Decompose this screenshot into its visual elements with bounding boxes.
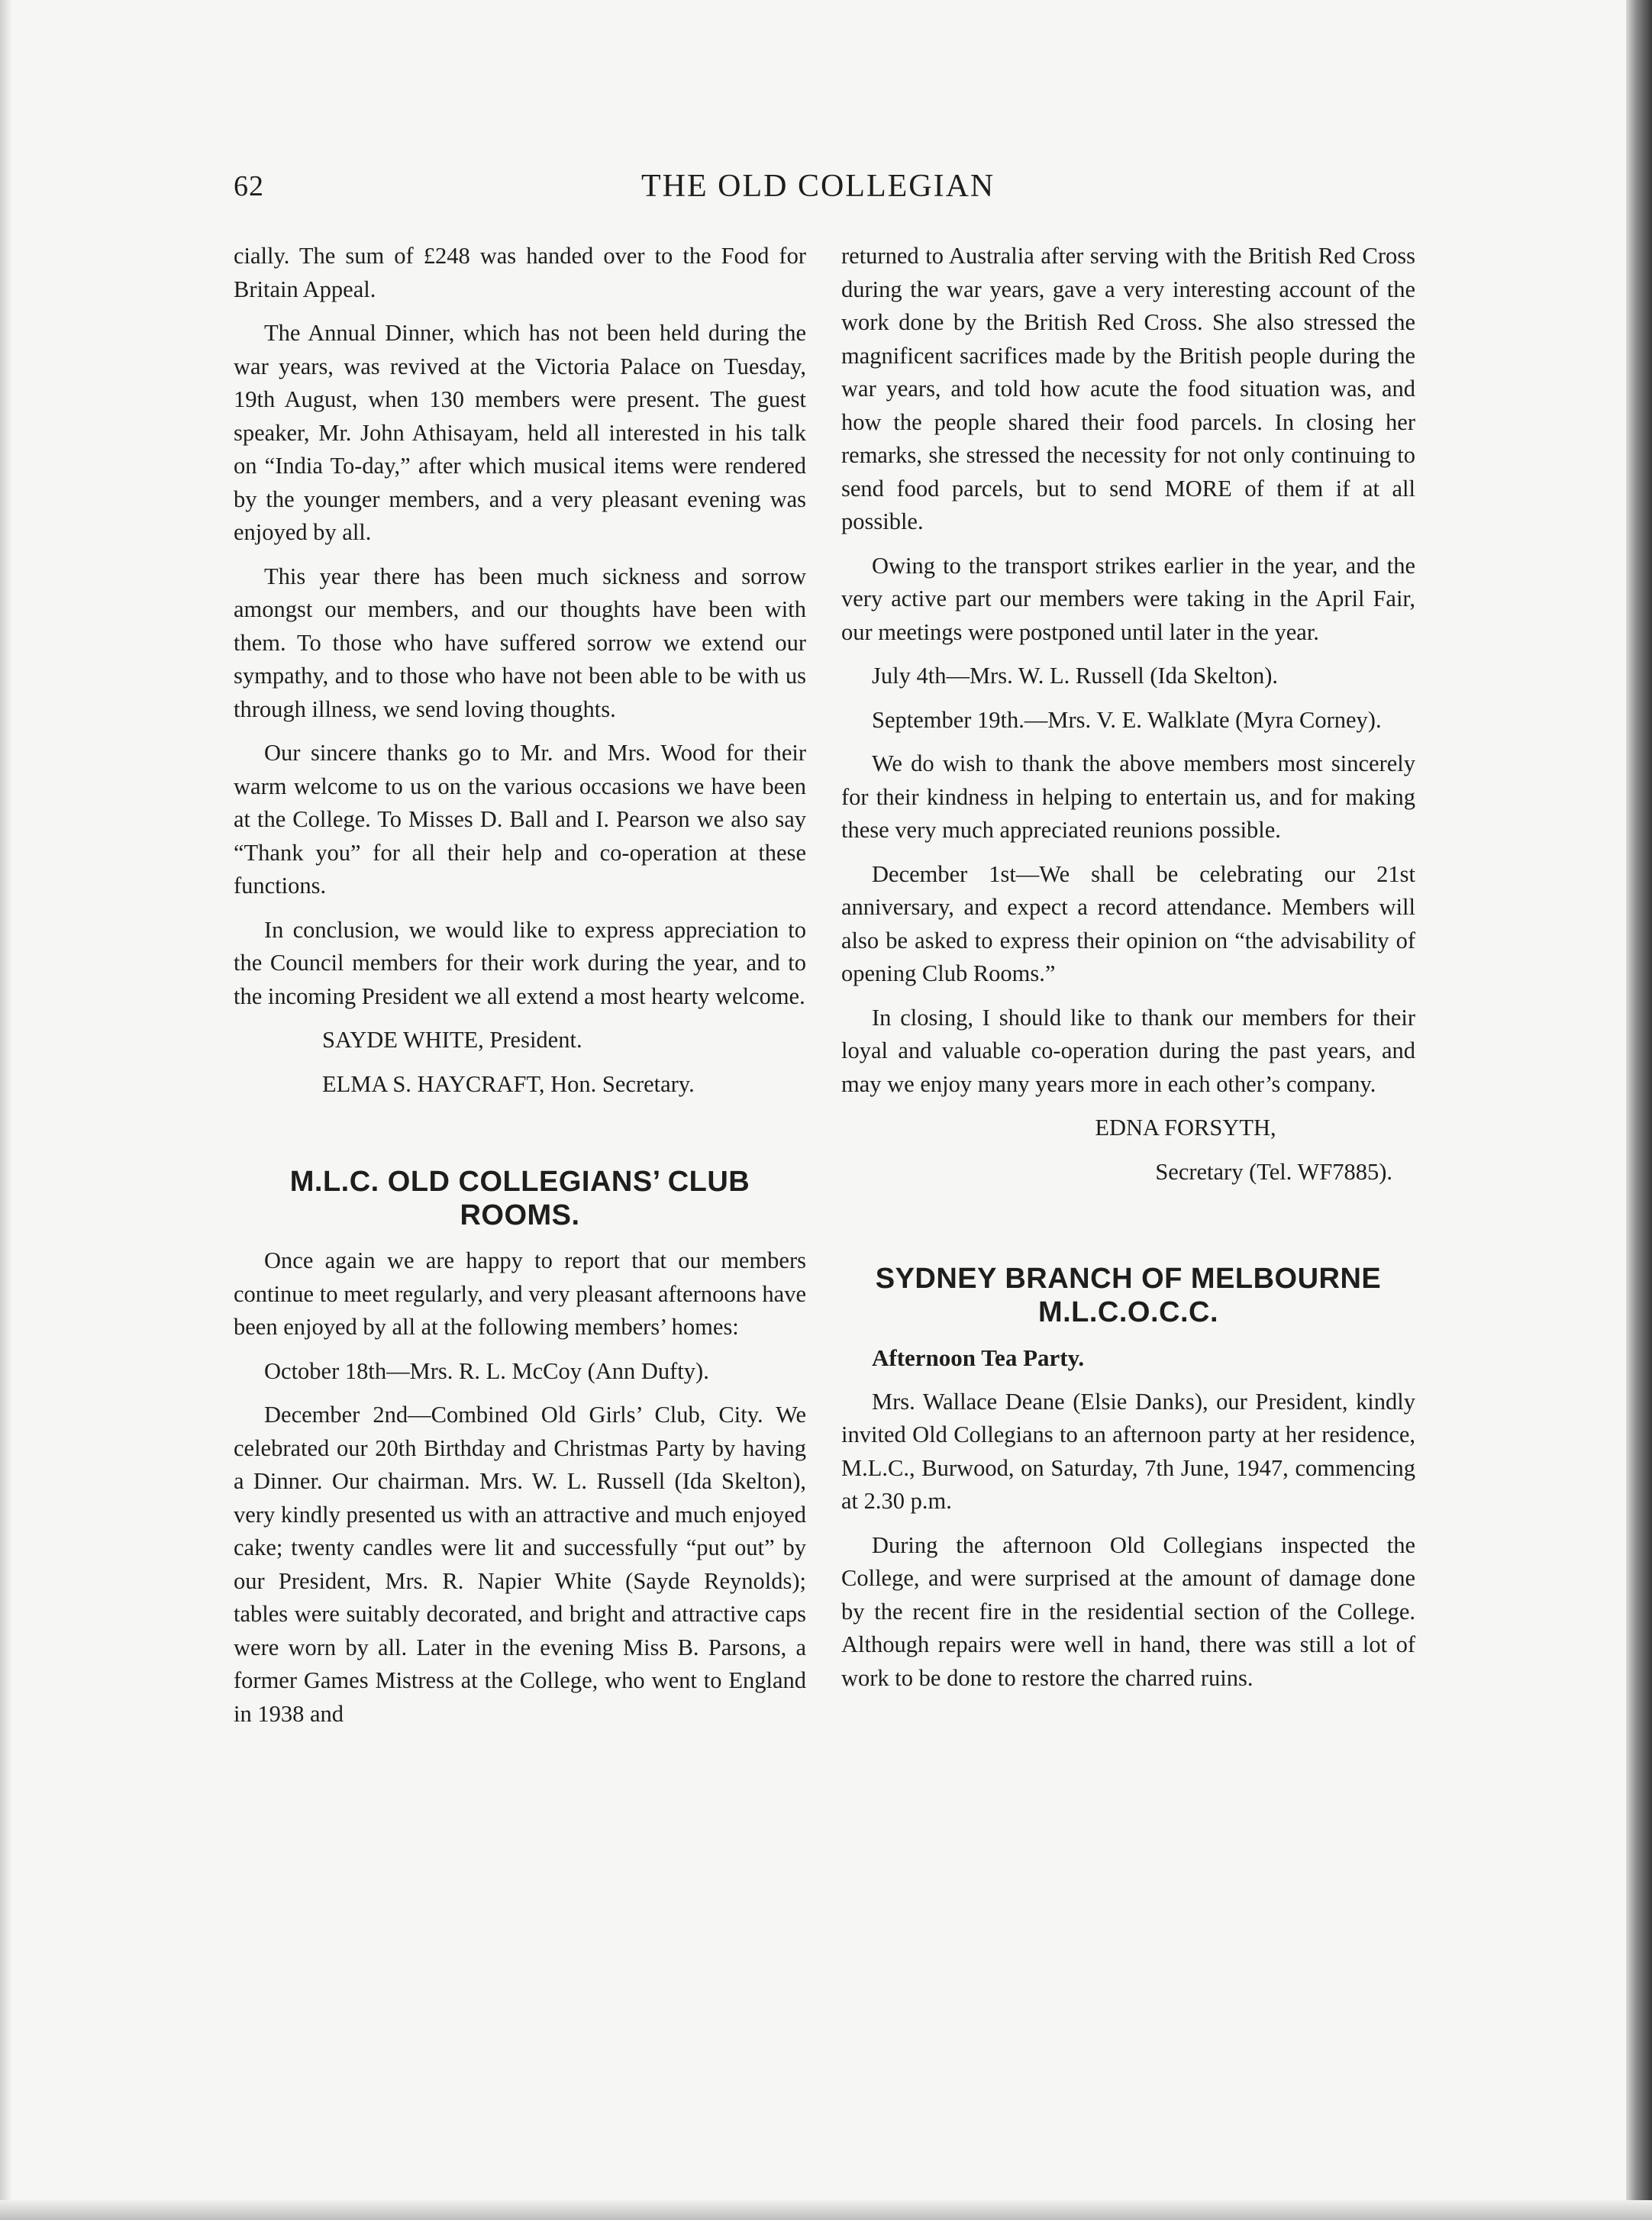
paragraph: September 19th.—Mrs. V. E. Walklate (Myra Corney). (872, 706, 1382, 733)
page-left-edge-shadow (0, 0, 12, 2220)
page-number: 62 (234, 170, 264, 202)
paragraph: December 1st—We shall be celebrating our 21st anniversary, and expect a record attendance. Members will also be asked to express their opinion on “the advisability of opening Club Rooms.” (841, 860, 1415, 986)
signature-president: SAYDE WHITE, President. (322, 1027, 582, 1053)
paragraph: October 18th—Mrs. R. L. McCoy (Ann Dufty). (264, 1357, 709, 1384)
paragraph: Mrs. Wallace Deane (Elsie Danks), our President, kindly invited Old Collegians to an afternoon party at her residence, M.L.C., Burwood, on Saturday, 7th June, 1947, commencing at 2.30 p.m. (841, 1388, 1415, 1514)
paragraph: In conclusion, we would like to express appreciation to the Council members for their work during the year, and to the incoming President we all extend a most hearty welcome. (234, 916, 806, 1009)
left-column (234, 240, 806, 1741)
page-bottom-edge-shadow (0, 2200, 1652, 2220)
right-column (841, 240, 1415, 1705)
paragraph: The Annual Dinner, which has not been held during the war years, was revived at the Victoria Palace on Tuesday, 19th August, when 130 members were present. The guest speaker, Mr. John Athisayam, held all interested in his talk on “India To-day,” after which musical items were rendered by the younger members, and a very pleasant evening was enjoyed by all. (234, 320, 806, 545)
signature-secretary: ELMA S. HAYCRAFT, Hon. Secretary. (322, 1070, 695, 1097)
signature-name: EDNA FORSYTH, (1095, 1115, 1276, 1141)
subheading-afternoon-tea: Afternoon Tea Party. (872, 1344, 1085, 1371)
paragraph: Once again we are happy to report that our members continue to meet regularly, and very pleasant afternoons have been enjoyed by all at the following members’ homes: (234, 1247, 806, 1340)
section-gap (841, 1199, 1415, 1262)
running-title: THE OLD COLLEGIAN (641, 169, 995, 204)
paragraph: In closing, I should like to thank our members for their loyal and valuable co-operation during the past years, and may we enjoy many years more in each other’s company. (841, 1004, 1415, 1097)
section-gap (234, 1112, 806, 1165)
paragraph: During the afternoon Old Collegians inspected the College, and were surprised at the amount of damage done by the recent fire in the residential section of the College. Although repairs were well in hand, there was still a lot of work to be done to restore the charred ruins. (841, 1531, 1415, 1691)
paragraph: Owing to the transport strikes earlier in the year, and the very active part our members were taking in the April Fair, our meetings were postponed until later in the year. (841, 552, 1415, 645)
paragraph: July 4th—Mrs. W. L. Russell (Ida Skelton). (872, 663, 1279, 689)
paragraph: This year there has been much sickness and sorrow amongst our members, and our thoughts have been with them. To those who have suffered sorrow we extend our sympathy, and to those who have not been able to be with us through illness, we send loving thoughts. (234, 563, 806, 722)
paragraph: cially. The sum of £248 was handed over to the Food for Britain Appeal. (234, 243, 806, 302)
section-heading-club-rooms: M.L.C. OLD COLLEGIANS’ CLUB ROOMS. (289, 1166, 750, 1231)
paragraph: Our sincere thanks go to Mr. and Mrs. Wood for their warm welcome to us on the various occasions we have been at the College. To Misses D. Ball and I. Pearson we also say “Thank you” for all their help and co-operation at these functions. (234, 740, 806, 899)
page-right-edge-shadow (1626, 0, 1652, 2220)
signature-title: Secretary (Tel. WF7885). (1155, 1158, 1392, 1185)
paragraph: returned to Australia after serving with the British Red Cross during the war years, gave a very interesting account of the work done by the British Red Cross. She also stressed the magnificent sacrifices made by the British people during the war years, and told how acute the food situation was, and how the people shared their food parcels. In closing her remarks, she stressed the necessity for not only continuing to send food parcels, but to send MORE of them if at all possible. (841, 243, 1415, 534)
paragraph: December 2nd—Combined Old Girls’ Club, City. We celebrated our 20th Birthday and Christmas Party by having a Dinner. Our chairman. Mrs. W. L. Russell (Ida Skelton), very kindly presented us with an attractive and much enjoyed cake; twenty candles were lit and successfully “put out” by our President, Mrs. R. Napier White (Sayde Reynolds); tables were suitably decorated, and bright and attractive caps were worn by all. Later in the evening Miss B. Parsons, a former Games Mistress at the College, who went to England in 1938 and (234, 1402, 806, 1727)
paragraph: We do wish to thank the above members most sincerely for their kindness in helping to entertain us, and for making these very much appreciated reunions possible. (841, 750, 1415, 843)
section-heading-sydney-branch: SYDNEY BRANCH OF MELBOURNE M.L.C.O.C.C. (875, 1263, 1382, 1328)
